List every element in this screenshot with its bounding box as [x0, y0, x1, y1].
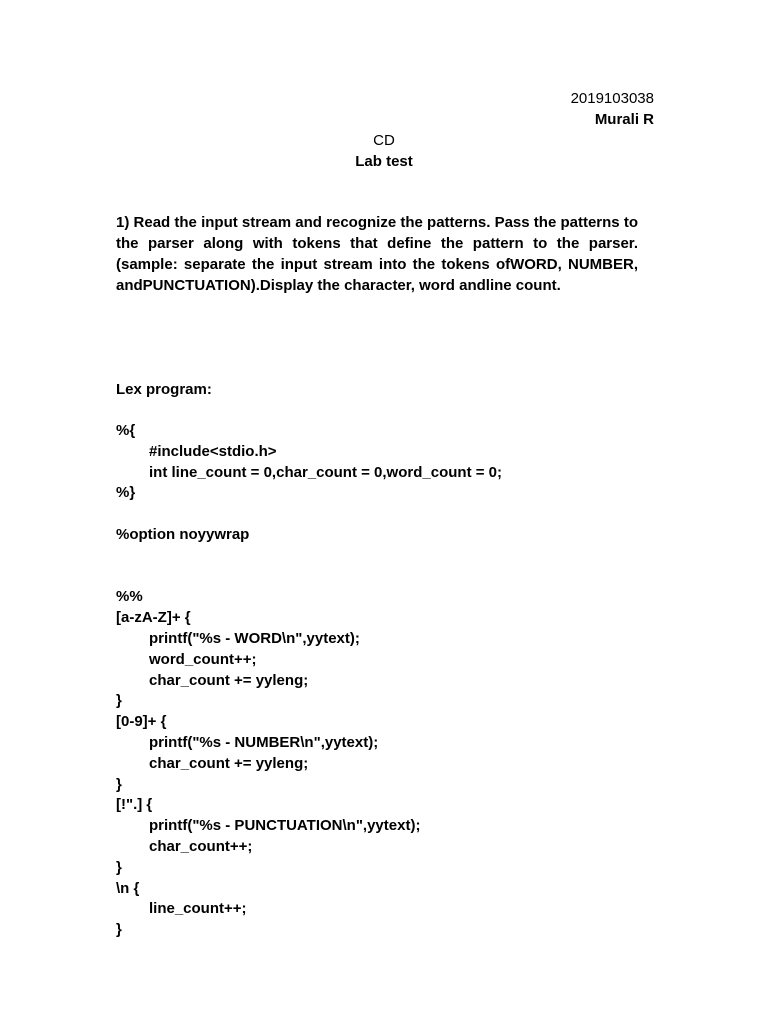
code-line: char_count++;	[149, 837, 253, 855]
code-listing	[116, 421, 502, 941]
code-line: [a-zA-Z]+ {	[116, 609, 191, 627]
course-code: CD	[373, 132, 395, 149]
code-line: [0-9]+ {	[116, 713, 167, 731]
code-line: %{	[116, 422, 136, 439]
code-line: }	[116, 921, 122, 939]
code-line: }	[116, 692, 122, 710]
code-line	[116, 504, 502, 525]
code-line: %%	[116, 588, 143, 606]
student-id: 2019103038	[570, 90, 654, 107]
question-text: 1) Read the input stream and recognize the patterns. Pass the patterns to the parser along with tokens that define the pattern to the parser. (sample: separate the input stream into the tokens ofWORD, NUMBER, andPUNCTUATION).Display the character, word andline count.	[116, 214, 638, 294]
code-line: line_count++;	[149, 900, 247, 918]
code-line	[116, 567, 502, 588]
code-line: }	[116, 775, 122, 793]
code-line: printf("%s - PUNCTUATION\n",yytext);	[149, 817, 421, 835]
code-line: printf("%s - WORD\n",yytext);	[149, 629, 360, 647]
code-line: word_count++;	[149, 650, 257, 668]
code-line	[116, 546, 502, 567]
code-line: %option noyywrap	[116, 525, 250, 543]
document-title	[0, 130, 768, 172]
code-line: #include<stdio.h>	[149, 442, 277, 460]
author-header	[571, 88, 654, 130]
code-line: char_count += yyleng;	[149, 754, 309, 772]
code-line: %}	[116, 484, 136, 502]
code-line: int line_count = 0,char_count = 0,word_count = 0;	[149, 463, 502, 481]
test-title: Lab test	[355, 153, 413, 170]
student-name: Murali R	[594, 111, 654, 128]
code-line: printf("%s - NUMBER\n",yytext);	[149, 733, 379, 751]
section-heading: Lex program:	[116, 381, 212, 398]
code-line: }	[116, 858, 122, 876]
code-line: \n {	[116, 879, 140, 897]
code-line: [!".] {	[116, 796, 153, 814]
code-line: char_count += yyleng;	[149, 671, 309, 689]
